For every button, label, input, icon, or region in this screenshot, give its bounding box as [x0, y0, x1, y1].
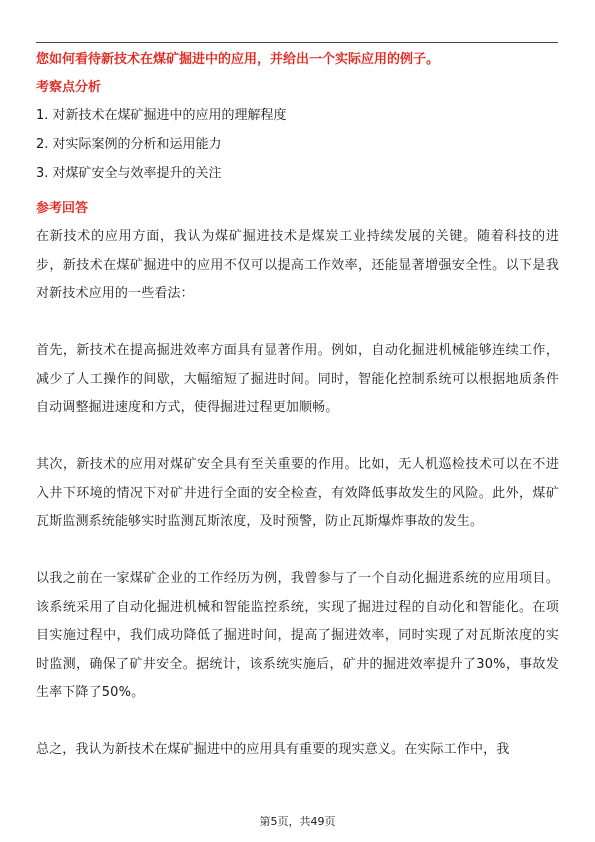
- analysis-point-3: 3. 对煤矿安全与效率提升的关注: [36, 166, 222, 181]
- header-rule: [36, 42, 558, 43]
- answer-paragraph-1: 在新技术的应用方面，我认为煤矿掘进技术是煤炭工业持续发展的关键。随着科技的进步，新技术在煤矿掘进中的应用不仅可以提高工作效率，还能显著增强安全性。以下是我对新技术应用的一些看法：: [36, 229, 559, 301]
- answer-heading: 参考回答: [36, 201, 89, 216]
- answer-paragraph-4: 以我之前在一家煤矿企业的工作经历为例，我曾参与了一个自动化掘进系统的应用项目。该系统采用了自动化掘进机械和智能监控系统，实现了掘进过程的自动化和智能化。在项目实施过程中，我们成功降低了掘进时间，提高了掘进效率，同时实现了对瓦斯浓度的实时监测，确保了矿井安全。据统计，该系统实施后，矿井的掘进效率提升了30%，事故发生率下降了50%。: [36, 571, 559, 700]
- answer-paragraph-2: 首先，新技术在提高掘进效率方面具有显著作用。例如，自动化掘进机械能够连续工作，减少了人工操作的间歇，大幅缩短了掘进时间。同时，智能化控制系统可以根据地质条件自动调整掘进速度和方式，使得掘进过程更加顺畅。: [36, 343, 559, 415]
- answer-body: [36, 223, 559, 793]
- answer-paragraph-3: 其次，新技术的应用对煤矿安全具有至关重要的作用。比如，无人机巡检技术可以在不进入井下环境的情况下对矿井进行全面的安全检查，有效降低事故发生的风险。此外，煤矿瓦斯监测系统能够实时监测瓦斯浓度，及时预警，防止瓦斯爆炸事故的发生。: [36, 457, 559, 529]
- answer-paragraph-5: 总之，我认为新技术在煤矿掘进中的应用具有重要的现实意义。在实际工作中，我: [36, 742, 510, 757]
- analysis-point-2: 2. 对实际案例的分析和运用能力: [36, 137, 222, 152]
- analysis-point-1: 1. 对新技术在煤矿掘进中的应用的理解程度: [36, 108, 287, 123]
- analysis-heading: 考察点分析: [36, 80, 102, 95]
- page-number: 第5页，共49页: [259, 815, 336, 828]
- question-title: 您如何看待新技术在煤矿掘进中的应用，并给出一个实际应用的例子。: [36, 52, 440, 67]
